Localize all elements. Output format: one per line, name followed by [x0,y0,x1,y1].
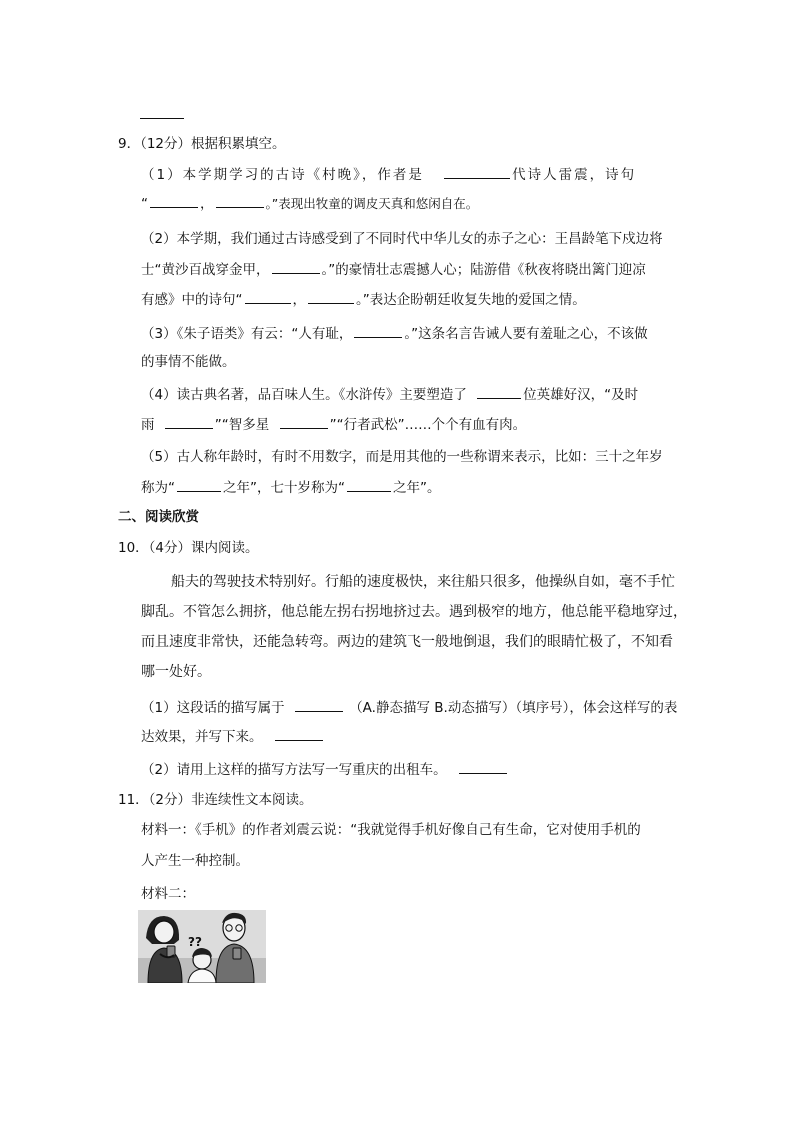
answer-blank[interactable] [280,414,328,429]
question-10-sub-2: （2）请用上这样的描写方法写一写重庆的出租车。 [141,759,509,780]
answer-blank[interactable] [177,477,221,492]
question-9-item-5: （5）古人称年龄时，有时不用数字，而是用其他的一些称谓来表示，比如：三十之年岁 [141,449,663,465]
answer-blank[interactable] [477,384,521,399]
passage-line-1: 船夫的驾驶技术特别好。行船的速度极快，来往船只很多，他操纵自如，毫不手忙 [171,574,675,590]
question-marks: ?? [188,935,202,949]
question-9-item-3: （3）《朱子语类》有云：“人有耻， 。”这条名言告诫人要有羞耻之心，不该做 [141,323,648,344]
question-9-item-2-cont1: 士“黄沙百战穿金甲， 。”的豪情壮志震撼人心；陆游借《秋夜将晓出篱门迎凉 [141,259,646,280]
question-9-heading: 9．（12分）根据积累填空。 [118,136,286,152]
leftover-answer-blank [138,104,186,125]
material-2-label: 材料二： [141,886,195,902]
answer-blank[interactable] [354,323,402,338]
question-9-item-2: （2）本学期，我们通过古诗感受到了不同时代中华儿女的赤子之心：王昌龄笔下戍边将 [141,231,663,247]
question-9-item-4-cont: 雨 ”“智多星 ”“行者武松”……个个有血有肉。 [141,414,526,435]
question-10-sub-1-cont: 达效果，并写下来。 [141,726,325,747]
passage-line-3: 而且速度非常快，还能急转弯。两边的建筑飞一般地倒退，我们的眼睛忙极了，不知看 [141,634,673,650]
question-9-item-2-cont2: 有感》中的诗句“ ， 。”表达企盼朝廷收复失地的爱国之情。 [141,289,586,310]
question-11-heading: 11．（2分）非连续性文本阅读。 [118,792,313,808]
question-10-sub-1: （1）这段话的描写属于 （A.静态描写 B.动态描写）（填序号），体会这样写的表 [141,697,677,718]
answer-blank[interactable] [347,477,391,492]
answer-blank[interactable] [165,414,213,429]
material-1-line-2: 人产生一种控制。 [141,853,249,869]
answer-blank[interactable] [295,697,343,712]
answer-blank[interactable] [459,759,507,774]
answer-blank[interactable] [275,726,323,741]
answer-blank[interactable] [216,193,264,208]
cartoon-svg [138,910,266,983]
answer-blank[interactable] [308,289,354,304]
material-1-line-1: 材料一：《手机》的作者刘震云说：“我就觉得手机好像自己有生命，它对使用手机的 [141,822,641,838]
question-9-item-5-cont: 称为“ 之年”，七十岁称为“ 之年”。 [141,477,441,498]
answer-blank[interactable] [150,193,198,208]
answer-blank[interactable] [140,104,184,119]
answer-blank[interactable] [272,259,320,274]
answer-blank[interactable] [245,289,291,304]
section-2-title: 二、阅读欣赏 [118,509,199,525]
question-9-item-1-cont: “ ， 。”表现出牧童的调皮天真和悠闲自在。 [141,193,478,214]
phone-family-illustration [138,910,266,983]
question-10-heading: 10．（4分）课内阅读。 [118,540,259,556]
question-9-item-4: （4）读古典名著，品百味人生。《水浒传》主要塑造了 位英雄好汉，“及时 [141,384,638,405]
question-9-item-3-cont: 的事情不能做。 [141,354,236,370]
answer-blank[interactable] [444,164,510,179]
passage-line-4: 哪一处好。 [141,664,211,680]
passage-line-2: 脚乱。不管怎么拥挤，他总能左拐右拐地挤过去。遇到极窄的地方，他总能平稳地穿过， [141,604,687,620]
question-9-item-1: （1）本学期学习的古诗《村晚》，作者是 代诗人雷震，诗句 [141,164,636,185]
